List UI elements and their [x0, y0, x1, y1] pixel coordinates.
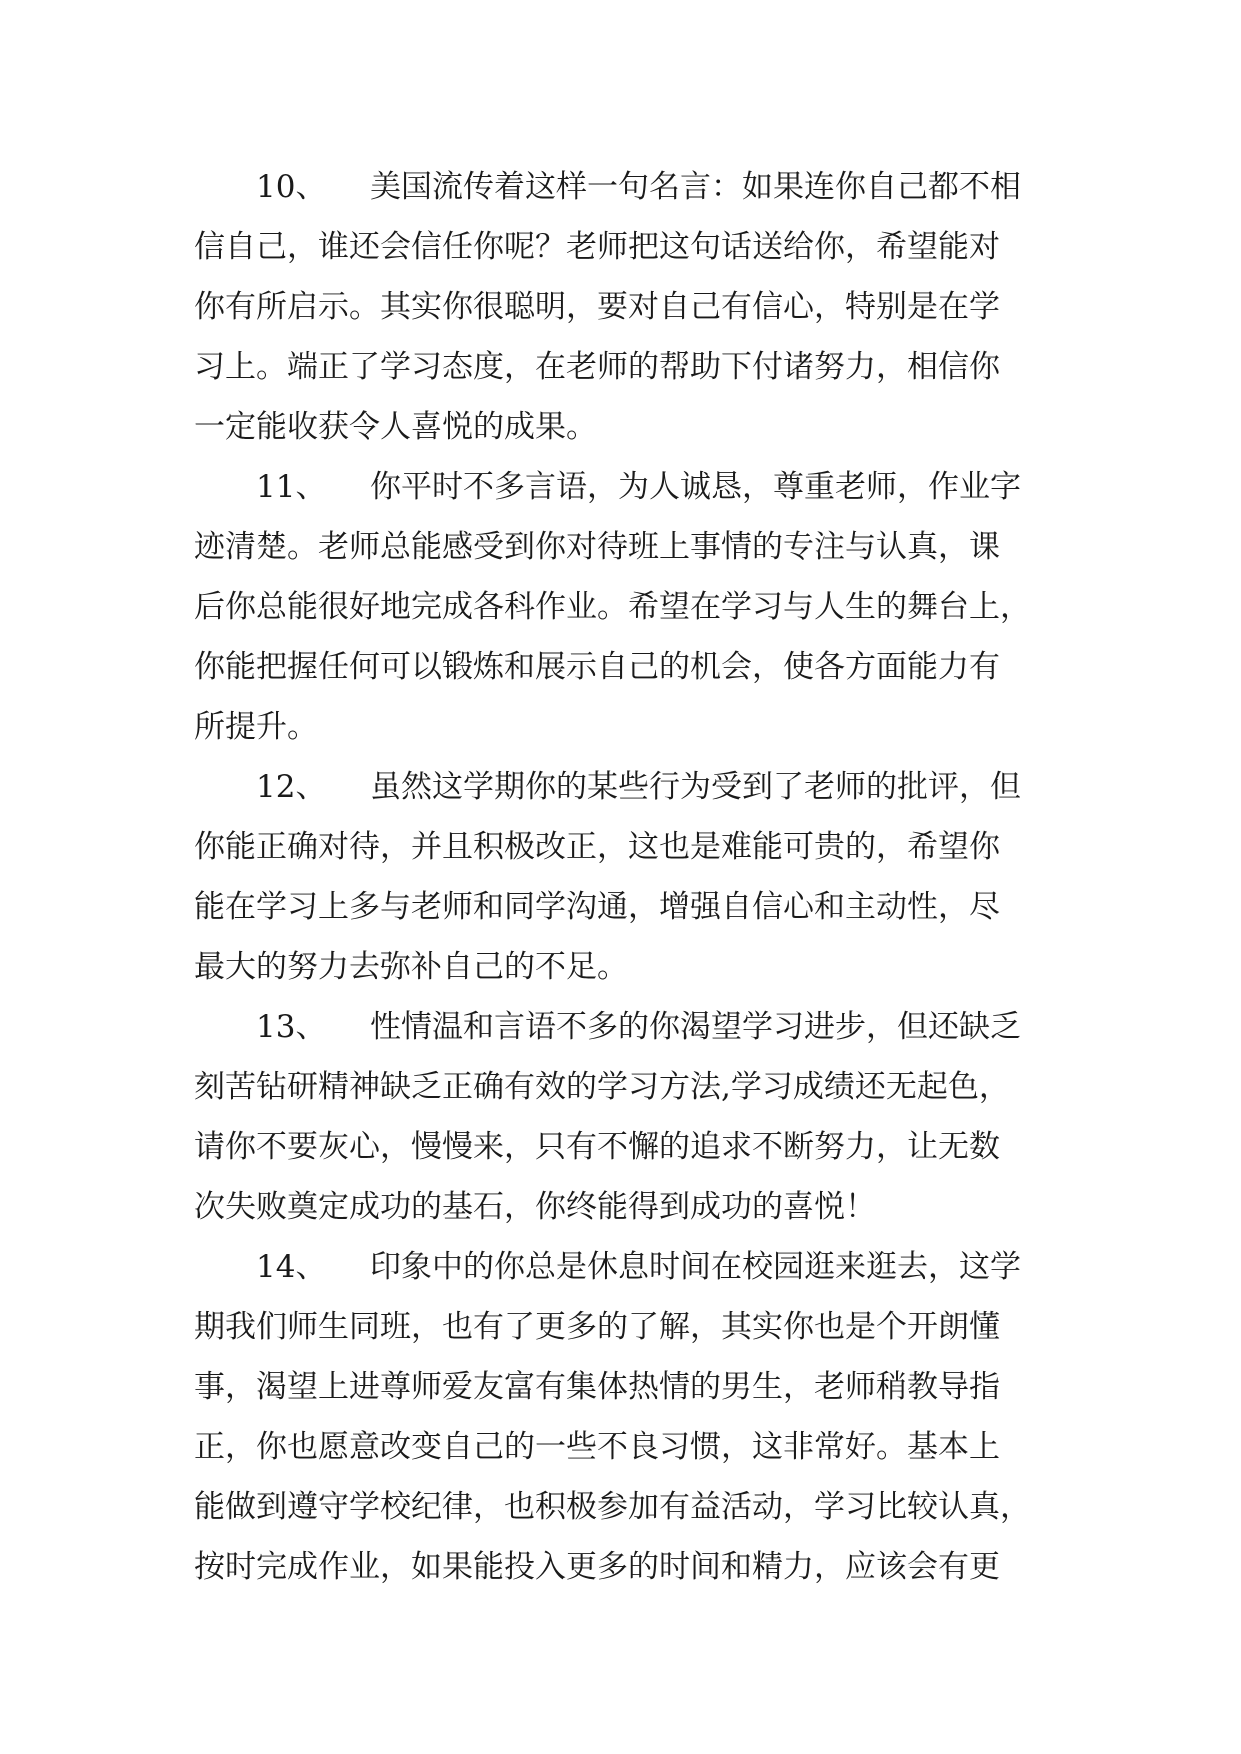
- paragraph-12-line-1: [194, 757, 1054, 817]
- paragraph-14-line-6: 按时完成作业，如果能投入更多的时间和精力，应该会有更: [194, 1549, 1000, 1585]
- paragraph-10-line-3: 你有所启示。其实你很聪明，要对自己有信心，特别是在学: [194, 289, 1000, 325]
- paragraph-10-line-4: 习上。端正了学习态度，在老师的帮助下付诸努力，相信你: [194, 349, 1000, 385]
- paragraph-13-line-2: 刻苦钻研精神缺乏正确有效的学习方法,学习成绩还无起色，: [194, 1069, 1010, 1105]
- paragraph-11-line-2: 迹清楚。老师总能感受到你对待班上事情的专注与认真，课: [194, 529, 1000, 565]
- paragraph-14-line-3: 事，渴望上进尊师爱友富有集体热情的男生，老师稍教导指: [194, 1369, 1000, 1405]
- paragraph-text: 性情温和言语不多的你渴望学习进步，但还缺乏: [370, 1009, 1021, 1045]
- paragraph-11-line-1: [194, 457, 1054, 517]
- paragraph-14-line-5: 能做到遵守学校纪律，也积极参加有益活动，学习比较认真，: [194, 1489, 1031, 1525]
- paragraph-14-line-1: [194, 1237, 1054, 1297]
- paragraph-13-line-4: 次失败奠定成功的基石，你终能得到成功的喜悦！: [194, 1189, 876, 1225]
- paragraph-text: 印象中的你总是休息时间在校园逛来逛去，这学: [370, 1249, 1021, 1285]
- paragraph-12-line-2: 你能正确对待，并且积极改正，这也是难能可贵的，希望你: [194, 829, 1000, 865]
- paragraph-10-line-2: 信自己，谁还会信任你呢？老师把这句话送给你，希望能对: [194, 229, 1000, 265]
- paragraph-number: 13、: [256, 1009, 327, 1045]
- paragraph-text: 你平时不多言语，为人诚恳，尊重老师，作业字: [370, 469, 1021, 505]
- paragraph-13-line-1: [194, 997, 1054, 1057]
- paragraph-14-line-2: 期我们师生同班，也有了更多的了解，其实你也是个开朗懂: [194, 1309, 1000, 1345]
- paragraph-number: 10、: [256, 169, 327, 205]
- paragraph-text: 美国流传着这样一句名言：如果连你自己都不相: [370, 169, 1021, 205]
- paragraph-12-line-4: 最大的努力去弥补自己的不足。: [194, 949, 628, 985]
- paragraph-14-line-4: 正，你也愿意改变自己的一些不良习惯，这非常好。基本上: [194, 1429, 1000, 1465]
- paragraph-number: 14、: [256, 1249, 327, 1285]
- paragraph-13-line-3: 请你不要灰心，慢慢来，只有不懈的追求不断努力，让无数: [194, 1129, 1000, 1165]
- paragraph-11-line-3: 后你总能很好地完成各科作业。希望在学习与人生的舞台上，: [194, 589, 1031, 625]
- paragraph-10-line-5: 一定能收获令人喜悦的成果。: [194, 409, 597, 445]
- document-body: [194, 157, 1054, 1597]
- paragraph-12-line-3: 能在学习上多与老师和同学沟通，增强自信心和主动性，尽: [194, 889, 1000, 925]
- paragraph-10-line-1: [194, 157, 1054, 217]
- paragraph-11-line-4: 你能把握任何可以锻炼和展示自己的机会，使各方面能力有: [194, 649, 1000, 685]
- paragraph-11-line-5: 所提升。: [194, 709, 318, 745]
- paragraph-number: 11、: [256, 469, 327, 505]
- paragraph-number: 12、: [256, 769, 327, 805]
- paragraph-text: 虽然这学期你的某些行为受到了老师的批评，但: [370, 769, 1021, 805]
